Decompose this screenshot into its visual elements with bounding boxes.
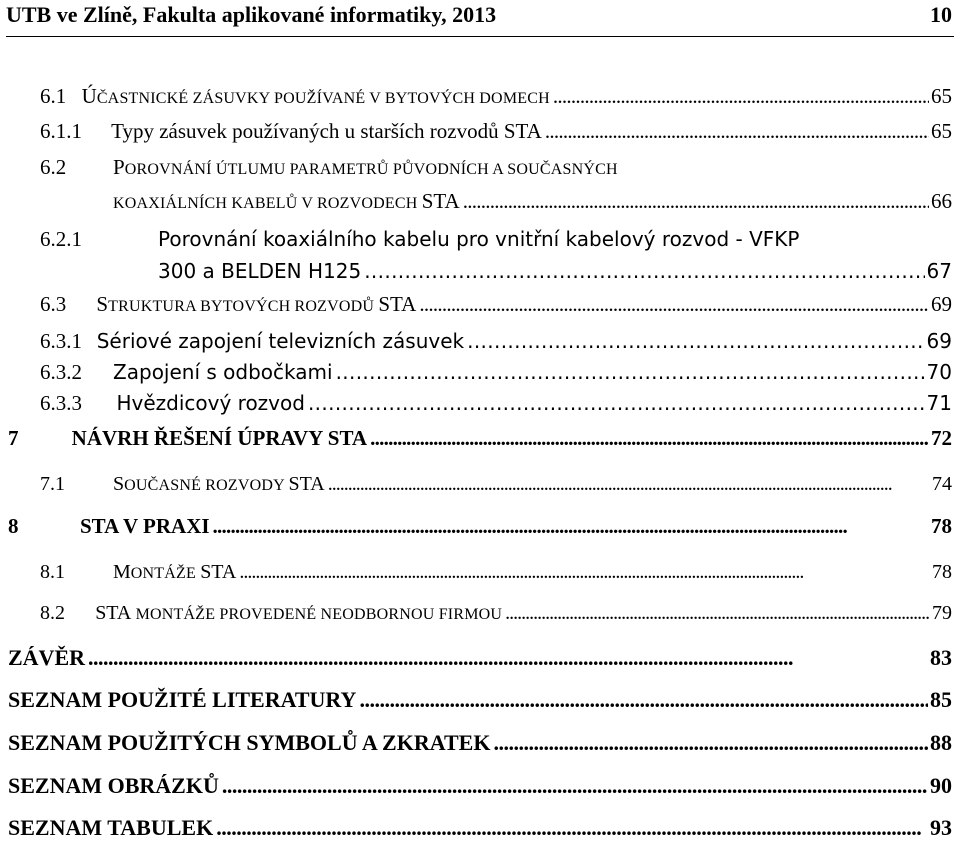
toc-number: 7 — [8, 426, 19, 450]
toc-title: ZÁVĚR — [8, 645, 86, 670]
toc-number: 8.2 — [40, 602, 65, 624]
dot-leader — [467, 329, 924, 353]
toc-title: STRUKTURA BYTOVÝCH ROZVODŮ STA — [96, 292, 417, 316]
dot-leader — [328, 473, 930, 496]
toc-page: 74 — [932, 473, 952, 495]
toc-entry-6-2[interactable] — [40, 155, 618, 180]
toc-title: Porovnání koaxiálního kabelu pro vnitřní kabelový rozvod - VFKP — [158, 227, 800, 251]
dot-leader — [370, 426, 929, 451]
toc-entry-8-2[interactable] — [40, 602, 952, 625]
toc-page: 70 — [926, 360, 952, 384]
toc-entry-6-3-2[interactable] — [40, 360, 952, 385]
dot-leader — [505, 602, 930, 625]
toc-title: MONTÁŽE STA — [113, 561, 237, 583]
toc-page: 65 — [931, 84, 952, 108]
dot-leader — [308, 391, 925, 415]
toc-page: 69 — [926, 329, 952, 353]
toc-page: 78 — [932, 561, 952, 583]
toc-number: 6.2.1 — [40, 227, 82, 251]
toc-title: NÁVRH ŘEŠENÍ ÚPRAVY STA — [71, 426, 368, 450]
toc-title: Zapojení s odbočkami — [113, 360, 333, 384]
toc-page: 71 — [926, 391, 952, 415]
toc-page: 90 — [930, 773, 952, 798]
toc-title: ÚČASTNICKÉ ZÁSUVKY POUŽÍVANÉ V BYTOVÝCH DOMECH — [81, 84, 550, 108]
dot-leader — [88, 645, 928, 671]
toc-number: 6.3.2 — [40, 360, 82, 384]
toc-entry-6-2-1-continued[interactable] — [158, 259, 952, 283]
toc-entry-6-3-1[interactable] — [40, 329, 952, 354]
toc-title: SEZNAM TABULEK — [8, 815, 214, 840]
toc-page: 78 — [931, 514, 952, 538]
toc-number: 8.1 — [40, 561, 65, 583]
toc-number: 6.3 — [40, 292, 67, 316]
toc-page: 88 — [930, 730, 952, 755]
toc-title: Sériové zapojení televizních zásuvek — [96, 329, 465, 353]
dot-leader — [493, 730, 928, 756]
toc-number: 6.3.1 — [40, 329, 82, 353]
toc-title: POROVNÁNÍ ÚTLUMU PARAMETRŮ PŮVODNÍCH A SOUČASNÝCH — [113, 155, 618, 179]
toc-entry-6-1-1[interactable] — [40, 119, 952, 144]
toc-entry-obrazky[interactable] — [8, 773, 952, 799]
toc-page: 93 — [930, 815, 952, 840]
dot-leader — [216, 815, 928, 841]
toc-title: SEZNAM POUŽITÉ LITERATURY — [8, 687, 357, 712]
toc-entry-7-1[interactable] — [40, 473, 952, 496]
dot-leader — [359, 687, 928, 713]
dot-leader — [364, 259, 924, 283]
toc-entry-symboly[interactable] — [8, 730, 952, 756]
dot-leader — [545, 119, 929, 144]
toc-number: 7.1 — [40, 473, 65, 495]
toc-page: 85 — [930, 687, 952, 712]
toc-title-continued: 300 a BELDEN H125 — [158, 259, 362, 283]
dot-leader — [553, 84, 929, 109]
toc-title: STA V PRAXI — [80, 514, 210, 538]
dot-leader — [463, 189, 929, 214]
toc-entry-7[interactable] — [8, 426, 952, 451]
toc-page: 83 — [930, 645, 952, 670]
toc-title: Typy zásuvek používaných u starších rozvodů STA — [111, 119, 542, 143]
toc-number: 6.1.1 — [40, 119, 82, 143]
toc-entry-6-3[interactable] — [40, 292, 952, 317]
toc-title: SEZNAM OBRÁZKŮ — [8, 773, 219, 798]
toc-entry-8-1[interactable] — [40, 561, 952, 584]
toc-entry-6-2-continued[interactable] — [113, 189, 952, 214]
dot-leader — [222, 773, 928, 799]
dot-leader — [239, 561, 930, 584]
toc-entry-tabulky[interactable] — [8, 815, 952, 841]
toc-number: 6.1 — [40, 84, 67, 108]
toc-number: 8 — [8, 514, 19, 538]
toc-title-continued: KOAXIÁLNÍCH KABELŮ V ROZVODECH STA — [113, 189, 460, 213]
toc-number: 6.3.3 — [40, 391, 82, 415]
toc-page: 79 — [932, 602, 952, 624]
toc-page: 72 — [931, 426, 952, 450]
toc-title: SEZNAM POUŽITÝCH SYMBOLŮ A ZKRATEK — [8, 730, 491, 755]
dot-leader — [336, 360, 925, 384]
toc-entry-6-2-1[interactable] — [40, 227, 799, 252]
toc-page: 66 — [931, 189, 952, 213]
toc-entry-8[interactable] — [8, 514, 952, 539]
toc-entry-6-3-3[interactable] — [40, 391, 952, 416]
toc-page: 65 — [931, 119, 952, 143]
dot-leader — [419, 292, 929, 317]
toc-title: Hvězdicový rozvod — [116, 391, 305, 415]
toc-page: 69 — [931, 292, 952, 316]
toc-title: SOUČASNÉ ROZVODY STA — [113, 473, 325, 495]
header-page-number: 10 — [930, 2, 952, 27]
toc-entry-6-1[interactable] — [40, 84, 952, 109]
toc-number: 6.2 — [40, 155, 67, 179]
toc-entry-zaver[interactable] — [8, 645, 952, 671]
toc-page: 67 — [926, 259, 952, 283]
toc-entry-literatura[interactable] — [8, 687, 952, 713]
header-title: UTB ve Zlíně, Fakulta aplikované informatiky, 2013 — [6, 2, 497, 27]
toc-title: STA MONTÁŽE PROVEDENÉ NEODBORNOU FIRMOU — [95, 602, 503, 624]
dot-leader — [213, 514, 929, 539]
